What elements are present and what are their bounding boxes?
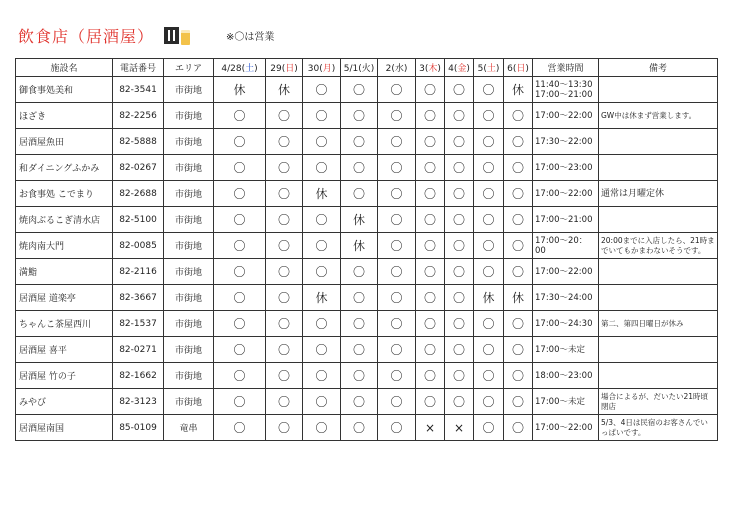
day-status: 〇 xyxy=(341,155,378,181)
business-hours: 17:00～22:00 xyxy=(533,415,599,441)
col-header-remarks: 備考 xyxy=(599,59,718,77)
area: 市街地 xyxy=(164,311,214,337)
day-status: 〇 xyxy=(303,311,341,337)
area: 市街地 xyxy=(164,337,214,363)
day-status: 〇 xyxy=(504,389,533,415)
header-row xyxy=(16,59,718,77)
day-status: 〇 xyxy=(303,103,341,129)
day-status: 〇 xyxy=(341,363,378,389)
phone-number: 82-1662 xyxy=(113,363,164,389)
day-status: 〇 xyxy=(445,103,474,129)
date-weekday: 土 xyxy=(245,64,255,74)
date-number: 3 xyxy=(419,64,425,74)
day-status: 休 xyxy=(303,285,341,311)
date-weekday: 土 xyxy=(486,64,496,74)
day-status: 〇 xyxy=(214,337,266,363)
phone-number: 82-2116 xyxy=(113,259,164,285)
business-hours: 17:00～21:00 xyxy=(533,207,599,233)
day-status: 〇 xyxy=(341,77,378,103)
date-weekday: 日 xyxy=(516,64,526,74)
phone-number: 82-0267 xyxy=(113,155,164,181)
remarks xyxy=(599,129,718,155)
col-header-date: 29(日) xyxy=(266,59,303,77)
day-status: 〇 xyxy=(266,103,303,129)
facility-name: 居酒屋 喜平 xyxy=(16,337,113,363)
area: 市街地 xyxy=(164,207,214,233)
day-status: 〇 xyxy=(504,155,533,181)
page-header xyxy=(18,24,274,47)
date-weekday: 日 xyxy=(285,64,295,74)
day-status: 〇 xyxy=(474,363,504,389)
restaurant-schedule-table xyxy=(15,58,718,441)
day-status: 〇 xyxy=(303,363,341,389)
business-hours: 17:00～未定 xyxy=(533,389,599,415)
day-status: 〇 xyxy=(266,129,303,155)
date-weekday: 月 xyxy=(322,64,332,74)
date-weekday: 金 xyxy=(457,64,467,74)
day-status: 〇 xyxy=(303,389,341,415)
day-status: 〇 xyxy=(445,363,474,389)
date-number: 2 xyxy=(385,64,392,74)
business-hours: 17:30～22:00 xyxy=(533,129,599,155)
day-status: 〇 xyxy=(214,103,266,129)
remarks xyxy=(599,363,718,389)
facility-name: ほざき xyxy=(16,103,113,129)
date-number: 29 xyxy=(270,64,282,74)
table-row xyxy=(16,233,718,259)
day-status: 〇 xyxy=(303,259,341,285)
day-status: 〇 xyxy=(378,233,416,259)
table-row xyxy=(16,181,718,207)
day-status: 〇 xyxy=(504,181,533,207)
remarks xyxy=(599,337,718,363)
day-status: 〇 xyxy=(504,259,533,285)
day-status: 〇 xyxy=(378,337,416,363)
area: 市街地 xyxy=(164,363,214,389)
day-status: 休 xyxy=(504,285,533,311)
phone-number: 82-1537 xyxy=(113,311,164,337)
day-status: 〇 xyxy=(266,285,303,311)
remarks xyxy=(599,259,718,285)
day-status: 〇 xyxy=(445,155,474,181)
area: 市街地 xyxy=(164,259,214,285)
facility-name: 居酒屋 竹の子 xyxy=(16,363,113,389)
day-status: 〇 xyxy=(266,363,303,389)
facility-name: お食事処 こでまり xyxy=(16,181,113,207)
day-status: 〇 xyxy=(474,415,504,441)
col-header-date: 4(金) xyxy=(445,59,474,77)
business-hours: 17:00～23:00 xyxy=(533,155,599,181)
day-status: 〇 xyxy=(416,129,445,155)
day-status: 〇 xyxy=(214,311,266,337)
facility-name: 居酒屋南国 xyxy=(16,415,113,441)
date-number: 30 xyxy=(307,64,320,74)
phone-number: 82-0085 xyxy=(113,233,164,259)
col-header-area: エリア xyxy=(164,59,214,77)
table-row xyxy=(16,389,718,415)
phone-number: 82-2688 xyxy=(113,181,164,207)
facility-name: 居酒屋 道楽亭 xyxy=(16,285,113,311)
day-status: 休 xyxy=(341,233,378,259)
table-row xyxy=(16,337,718,363)
phone-number: 82-3667 xyxy=(113,285,164,311)
col-header-phone: 電話番号 xyxy=(113,59,164,77)
day-status: 〇 xyxy=(341,415,378,441)
date-number: 5/1 xyxy=(343,64,359,74)
table-body xyxy=(16,77,718,441)
table-row xyxy=(16,415,718,441)
business-hours: 17:00～未定 xyxy=(533,337,599,363)
day-status: 〇 xyxy=(266,181,303,207)
day-status: 〇 xyxy=(504,415,533,441)
phone-number: 85-0109 xyxy=(113,415,164,441)
day-status: 〇 xyxy=(266,233,303,259)
day-status: 〇 xyxy=(474,103,504,129)
area: 市街地 xyxy=(164,155,214,181)
day-status: 〇 xyxy=(214,233,266,259)
phone-number: 82-5100 xyxy=(113,207,164,233)
facility-name: 焼肉ぶるこぎ清水店 xyxy=(16,207,113,233)
facility-name: 和ダイニングふかみ xyxy=(16,155,113,181)
day-status: 〇 xyxy=(341,389,378,415)
day-status: 〇 xyxy=(474,181,504,207)
day-status: 〇 xyxy=(378,415,416,441)
legend-note: ※〇は営業 xyxy=(226,32,275,43)
day-status: 〇 xyxy=(378,129,416,155)
fork-knife-icon xyxy=(164,27,179,44)
table-row xyxy=(16,103,718,129)
area: 市街地 xyxy=(164,233,214,259)
day-status: 〇 xyxy=(341,181,378,207)
day-status: 〇 xyxy=(303,337,341,363)
day-status: 〇 xyxy=(266,389,303,415)
remarks xyxy=(599,207,718,233)
day-status: 〇 xyxy=(474,311,504,337)
day-status: 〇 xyxy=(303,207,341,233)
col-header-date: 3(木) xyxy=(416,59,445,77)
day-status: 〇 xyxy=(474,389,504,415)
day-status: 〇 xyxy=(341,129,378,155)
phone-number: 82-3541 xyxy=(113,77,164,103)
facility-name: 焼肉南大門 xyxy=(16,233,113,259)
area: 市街地 xyxy=(164,285,214,311)
table-row xyxy=(16,363,718,389)
remarks xyxy=(599,155,718,181)
day-status: 〇 xyxy=(214,181,266,207)
day-status: 〇 xyxy=(266,415,303,441)
day-status: 〇 xyxy=(504,363,533,389)
day-status: 〇 xyxy=(341,311,378,337)
facility-name: ちゃんこ茶屋西川 xyxy=(16,311,113,337)
day-status: 〇 xyxy=(266,207,303,233)
day-status: 休 xyxy=(474,285,504,311)
facility-name: 居酒屋魚田 xyxy=(16,129,113,155)
day-status: 〇 xyxy=(378,259,416,285)
day-status: 休 xyxy=(214,77,266,103)
day-status: 〇 xyxy=(303,77,341,103)
day-status: 〇 xyxy=(378,311,416,337)
date-number: 4/28 xyxy=(221,64,242,74)
day-status: 〇 xyxy=(341,337,378,363)
area: 竜串 xyxy=(164,415,214,441)
date-weekday: 火 xyxy=(361,64,371,74)
remarks: GW中は休まず営業します。 xyxy=(599,103,718,129)
remarks: 20:00までに入店したら、21時までいてもかまわないそうです。 xyxy=(599,233,718,259)
phone-number: 82-5888 xyxy=(113,129,164,155)
day-status: 〇 xyxy=(445,259,474,285)
day-status: 〇 xyxy=(378,155,416,181)
day-status: 〇 xyxy=(341,103,378,129)
date-weekday: 水 xyxy=(394,64,404,74)
day-status: 〇 xyxy=(214,363,266,389)
date-number: 6 xyxy=(507,64,513,74)
table-row xyxy=(16,207,718,233)
col-header-date: 5(土) xyxy=(474,59,504,77)
day-status: 〇 xyxy=(445,337,474,363)
day-status: 〇 xyxy=(416,389,445,415)
day-status: 〇 xyxy=(214,389,266,415)
facility-name: 満鮨 xyxy=(16,259,113,285)
day-status: 〇 xyxy=(416,77,445,103)
day-status: 〇 xyxy=(378,103,416,129)
beer-icon xyxy=(181,30,190,45)
remarks: 通常は月曜定休 xyxy=(599,181,718,207)
business-hours: 17:00～22:00 xyxy=(533,181,599,207)
facility-name: みやび xyxy=(16,389,113,415)
remarks: 第二、第四日曜日が休み xyxy=(599,311,718,337)
day-status: 〇 xyxy=(214,285,266,311)
remarks xyxy=(599,285,718,311)
area: 市街地 xyxy=(164,129,214,155)
day-status: 〇 xyxy=(504,103,533,129)
day-status: 〇 xyxy=(416,103,445,129)
date-number: 4 xyxy=(448,64,454,74)
phone-number: 82-2256 xyxy=(113,103,164,129)
page-title: 飲食店（居酒屋） xyxy=(18,27,155,46)
col-header-date: 4/28(土) xyxy=(214,59,266,77)
remarks: 5/3、4日は民宿のお客さんでいっぱいです。 xyxy=(599,415,718,441)
day-status: 〇 xyxy=(416,233,445,259)
facility-name: 御食事処美和 xyxy=(16,77,113,103)
phone-number: 82-0271 xyxy=(113,337,164,363)
day-status: 〇 xyxy=(416,259,445,285)
remarks xyxy=(599,77,718,103)
day-status: 〇 xyxy=(303,415,341,441)
day-status: 〇 xyxy=(445,129,474,155)
day-status: 〇 xyxy=(445,285,474,311)
col-header-name: 施設名 xyxy=(16,59,113,77)
day-status: 〇 xyxy=(445,389,474,415)
day-status: 〇 xyxy=(378,363,416,389)
day-status: 〇 xyxy=(214,259,266,285)
day-status: 〇 xyxy=(445,77,474,103)
day-status: 〇 xyxy=(214,207,266,233)
date-weekday: 木 xyxy=(428,64,438,74)
day-status: 〇 xyxy=(416,285,445,311)
remarks: 場合によるが、だいたい21時頃閉店 xyxy=(599,389,718,415)
day-status: 〇 xyxy=(474,259,504,285)
table-row xyxy=(16,311,718,337)
day-status: 〇 xyxy=(266,155,303,181)
day-status: 〇 xyxy=(266,311,303,337)
day-status: 〇 xyxy=(474,337,504,363)
business-hours: 18:00～23:00 xyxy=(533,363,599,389)
day-status: 〇 xyxy=(266,259,303,285)
day-status: 休 xyxy=(341,207,378,233)
day-status: 〇 xyxy=(378,207,416,233)
day-status: 〇 xyxy=(504,207,533,233)
business-hours: 17:00～20：00 xyxy=(533,233,599,259)
area: 市街地 xyxy=(164,389,214,415)
business-hours: 17:00～22:00 xyxy=(533,259,599,285)
table-row xyxy=(16,77,718,103)
day-status: 休 xyxy=(504,77,533,103)
day-status: 休 xyxy=(303,181,341,207)
business-hours: 11:40～13:30 17:00～21:00 xyxy=(533,77,599,103)
day-status: 〇 xyxy=(445,181,474,207)
table-row xyxy=(16,129,718,155)
day-status: 〇 xyxy=(341,259,378,285)
day-status: 〇 xyxy=(445,207,474,233)
day-status: 〇 xyxy=(504,233,533,259)
day-status: 休 xyxy=(266,77,303,103)
day-status: 〇 xyxy=(416,337,445,363)
day-status: 〇 xyxy=(474,129,504,155)
business-hours: 17:00～24:30 xyxy=(533,311,599,337)
table-row xyxy=(16,285,718,311)
col-header-date: 5/1(火) xyxy=(341,59,378,77)
area: 市街地 xyxy=(164,181,214,207)
col-header-date: 6(日) xyxy=(504,59,533,77)
table-row xyxy=(16,155,718,181)
day-status: 〇 xyxy=(266,337,303,363)
col-header-date: 30(月) xyxy=(303,59,341,77)
day-status: 〇 xyxy=(378,389,416,415)
day-status: 〇 xyxy=(416,155,445,181)
day-status: 〇 xyxy=(474,233,504,259)
business-hours: 17:30～24:00 xyxy=(533,285,599,311)
day-status: 〇 xyxy=(504,311,533,337)
day-status: 〇 xyxy=(445,311,474,337)
col-header-hours: 営業時間 xyxy=(533,59,599,77)
day-status: × xyxy=(445,415,474,441)
phone-number: 82-3123 xyxy=(113,389,164,415)
day-status: 〇 xyxy=(504,129,533,155)
day-status: 〇 xyxy=(303,129,341,155)
day-status: 〇 xyxy=(416,181,445,207)
day-status: 〇 xyxy=(416,207,445,233)
table-row xyxy=(16,259,718,285)
date-number: 5 xyxy=(477,64,484,74)
col-header-date: 2(水) xyxy=(378,59,416,77)
day-status: 〇 xyxy=(303,233,341,259)
day-status: 〇 xyxy=(378,77,416,103)
day-status: 〇 xyxy=(416,363,445,389)
day-status: 〇 xyxy=(474,77,504,103)
day-status: 〇 xyxy=(303,155,341,181)
business-hours: 17:00～22:00 xyxy=(533,103,599,129)
day-status: 〇 xyxy=(445,233,474,259)
day-status: 〇 xyxy=(341,285,378,311)
day-status: 〇 xyxy=(416,311,445,337)
day-status: 〇 xyxy=(214,155,266,181)
day-status: × xyxy=(416,415,445,441)
area: 市街地 xyxy=(164,77,214,103)
day-status: 〇 xyxy=(214,129,266,155)
day-status: 〇 xyxy=(474,155,504,181)
day-status: 〇 xyxy=(378,285,416,311)
day-status: 〇 xyxy=(214,415,266,441)
day-status: 〇 xyxy=(474,207,504,233)
area: 市街地 xyxy=(164,103,214,129)
day-status: 〇 xyxy=(378,181,416,207)
day-status: 〇 xyxy=(504,337,533,363)
